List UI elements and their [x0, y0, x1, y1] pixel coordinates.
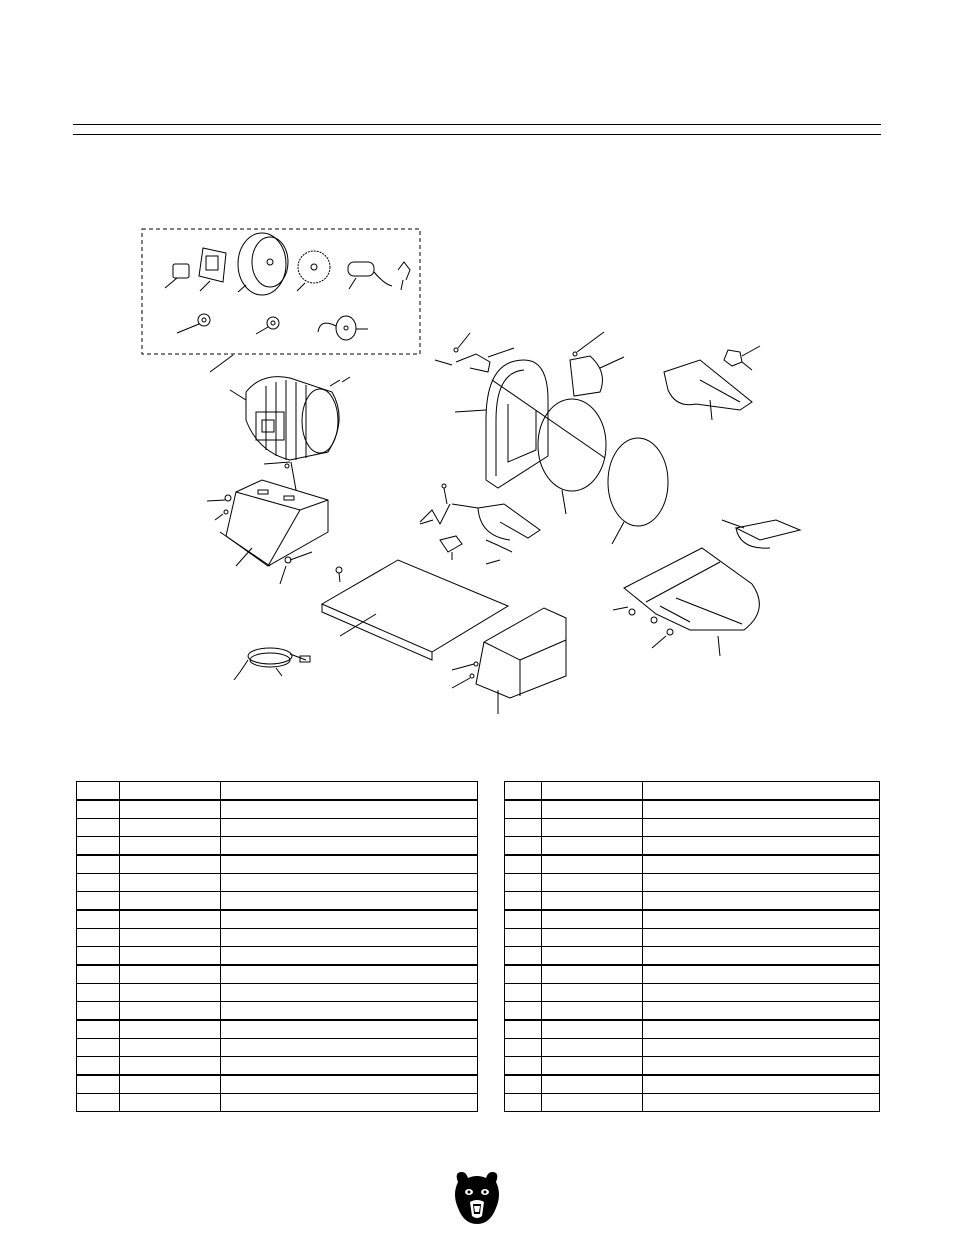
diagram-stroke: [271, 321, 275, 325]
wire-connector-icon: [398, 262, 410, 290]
description-cell: [221, 1075, 478, 1094]
diagram-stroke: [234, 660, 248, 680]
diagram-stroke: [224, 510, 228, 514]
description-cell: [643, 855, 880, 874]
diagram-stroke: [470, 674, 474, 678]
description-cell: [643, 947, 880, 966]
diagram-stroke: [250, 653, 290, 667]
table-row: [505, 800, 880, 819]
table-row: [77, 1020, 478, 1039]
table-row: [505, 1039, 880, 1057]
diagram-stroke: [267, 317, 279, 329]
diagram-stroke: [256, 327, 268, 334]
part-number-cell: [120, 892, 221, 911]
description-cell: [221, 929, 478, 947]
diagram-stroke: [322, 604, 432, 660]
table-row: [505, 910, 880, 929]
diagram-stroke: [200, 281, 210, 291]
part-number-cell: [542, 929, 643, 947]
table-row: [505, 984, 880, 1002]
diagram-stroke: [262, 420, 274, 432]
table-row: [77, 855, 478, 874]
ref-cell: [505, 874, 542, 892]
ref-cell: [505, 819, 542, 837]
diagram-stroke: [455, 410, 486, 412]
diagram-stroke: [486, 360, 548, 488]
ref-cell: [505, 1075, 542, 1094]
diagram-stroke: [348, 262, 374, 276]
table-row: [505, 837, 880, 856]
ref-cell: [505, 910, 542, 929]
diagram-stroke: [226, 480, 328, 566]
part-number-cell: [120, 855, 221, 874]
diagram-stroke: [267, 259, 273, 265]
part-number-cell: [542, 1057, 643, 1076]
ref-cell: [77, 984, 120, 1002]
diagram-stroke: [488, 348, 514, 357]
table-row: [77, 837, 478, 856]
table-row: [77, 874, 478, 892]
table-row: [77, 1002, 478, 1021]
part-number-cell: [542, 819, 643, 837]
part-number-cell: [120, 1057, 221, 1076]
base-plate-icon: [322, 560, 508, 660]
description-cell: [643, 837, 880, 856]
diagram-stroke: [344, 326, 348, 330]
description-cell: [221, 892, 478, 911]
diagram-stroke: [215, 514, 223, 520]
blade-cover-icon: [570, 332, 624, 396]
diagram-stroke: [401, 280, 403, 290]
diagram-stroke: [454, 348, 458, 352]
ref-cell: [505, 1039, 542, 1057]
part-number-cell: [120, 1002, 221, 1021]
part-number-cell: [542, 855, 643, 874]
diagram-stroke: [660, 606, 690, 622]
table-row: [77, 1057, 478, 1076]
part-number-cell: [542, 837, 643, 856]
part-number-cell: [120, 800, 221, 819]
description-cell: [643, 1039, 880, 1057]
description-cell: [221, 855, 478, 874]
ref-cell: [77, 1075, 120, 1094]
diagram-stroke: [207, 500, 225, 501]
part-number-cell: [542, 874, 643, 892]
table-row: [77, 910, 478, 929]
ref-cell: [77, 800, 120, 819]
capacitor-icon: [348, 262, 392, 289]
cord-coil-icon: [318, 316, 368, 340]
diagram-stroke: [374, 272, 392, 286]
diagram-stroke: [613, 607, 628, 610]
diagram-stroke: [284, 496, 294, 500]
description-cell: [643, 782, 880, 801]
ref-cell: [505, 800, 542, 819]
motor-mount-bracket-icon: [220, 480, 328, 566]
diagram-stroke: [322, 560, 508, 652]
ref-cell: [77, 874, 120, 892]
diagram-stroke: [570, 356, 602, 396]
description-cell: [643, 984, 880, 1002]
diagram-stroke: [238, 285, 246, 292]
diagram-stroke: [476, 608, 566, 698]
description-cell: [643, 1057, 880, 1076]
diagram-stroke: [667, 629, 673, 635]
part-number-cell: [120, 929, 221, 947]
diagram-stroke: [736, 520, 800, 540]
description-cell: [221, 1002, 478, 1021]
knob-bolt-icon: [724, 346, 760, 370]
diagram-stroke: [311, 264, 317, 270]
description-cell: [221, 782, 478, 801]
diagram-stroke: [724, 350, 742, 366]
description-cell: [221, 947, 478, 966]
diagram-stroke: [573, 352, 577, 356]
description-cell: [643, 1094, 880, 1112]
part-number-cell: [120, 984, 221, 1002]
part-number-cell: [120, 1094, 221, 1112]
diagram-stroke: [742, 346, 760, 356]
diagram-stroke: [486, 540, 512, 552]
table-row: [77, 1094, 478, 1112]
diagram-stroke: [600, 357, 624, 368]
diagram-stroke: [722, 520, 744, 528]
motor-fan-cover-icon: [238, 233, 288, 295]
description-cell: [221, 819, 478, 837]
table-row: [505, 1002, 880, 1021]
motor-fan-icon: [297, 251, 330, 291]
diagram-stroke: [508, 404, 536, 462]
description-cell: [221, 1057, 478, 1076]
diagram-stroke: [290, 654, 306, 660]
ref-cell: [505, 782, 542, 801]
diagram-stroke: [206, 256, 218, 270]
part-number-cell: [120, 874, 221, 892]
ref-cell: [77, 910, 120, 929]
diagram-stroke: [474, 662, 478, 666]
diagram-stroke: [718, 636, 720, 656]
diagram-stroke: [562, 490, 566, 514]
description-cell: [221, 965, 478, 984]
ref-cell: [77, 929, 120, 947]
grizzly-bear-logo-icon: [452, 1168, 502, 1226]
description-cell: [643, 874, 880, 892]
diagram-stroke: [452, 678, 470, 688]
description-cell: [643, 1075, 880, 1094]
stand-cabinet-icon: [476, 608, 566, 714]
part-number-cell: [542, 1094, 643, 1112]
diagram-stroke: [142, 229, 800, 714]
diagram-stroke: [258, 490, 268, 494]
table-row: [505, 1020, 880, 1039]
diagram-stroke: [202, 318, 206, 322]
diagram-stroke: [300, 656, 310, 662]
abrasive-disc-icon: [608, 438, 668, 526]
diagram-stroke: [646, 562, 720, 602]
ref-cell: [505, 837, 542, 856]
motor-icon: [230, 377, 350, 460]
diagram-stroke: [435, 360, 452, 365]
miter-gauge-icon: [722, 520, 800, 548]
parts-table-right: [504, 781, 880, 1112]
ref-cell: [505, 929, 542, 947]
diagram-stroke: [478, 504, 540, 538]
table-row: [77, 965, 478, 984]
table-header-row: [77, 782, 478, 801]
diagram-stroke: [276, 668, 282, 676]
part-number-cell: [542, 1075, 643, 1094]
diagram-stroke: [624, 548, 759, 630]
part-number-cell: [120, 819, 221, 837]
diagram-stroke: [177, 324, 199, 333]
diagram-stroke: [302, 389, 338, 453]
ref-cell: [77, 947, 120, 966]
table-row: [505, 782, 880, 801]
diagram-stroke: [198, 314, 210, 326]
ref-cell: [505, 984, 542, 1002]
diagram-stroke: [297, 283, 305, 291]
diagram-stroke: [236, 492, 328, 510]
ref-cell: [77, 837, 120, 856]
table-row: [77, 800, 478, 819]
description-cell: [643, 929, 880, 947]
ref-cell: [505, 1020, 542, 1039]
part-number-cell: [120, 947, 221, 966]
diagram-stroke: [478, 508, 510, 540]
diagram-stroke: [336, 316, 356, 340]
diagram-stroke: [256, 412, 284, 440]
parts-table-left: [76, 781, 478, 1112]
diagram-stroke: [330, 380, 340, 386]
diagram-stroke: [444, 488, 447, 504]
ref-cell: [77, 1002, 120, 1021]
ref-cell: [77, 1094, 120, 1112]
part-number-cell: [542, 892, 643, 911]
diagram-stroke: [246, 377, 339, 460]
diagram-stroke: [173, 264, 189, 278]
diagram-stroke: [452, 664, 474, 670]
table-row: [77, 819, 478, 837]
description-cell: [221, 800, 478, 819]
diagram-stroke: [452, 504, 478, 508]
diagram-stroke: [290, 552, 312, 560]
description-cell: [643, 819, 880, 837]
part-number-cell: [120, 1039, 221, 1057]
diagram-stroke: [220, 532, 270, 566]
table-row: [77, 984, 478, 1002]
ref-cell: [77, 1020, 120, 1039]
diagram-stroke: [280, 566, 286, 584]
diagram-stroke: [629, 609, 635, 615]
diagram-stroke: [440, 536, 462, 552]
ref-cell: [505, 855, 542, 874]
diagram-stroke: [230, 390, 246, 400]
part-number-cell: [542, 1020, 643, 1039]
work-table-icon: [624, 548, 759, 656]
ref-cell: [77, 892, 120, 911]
table-row: [505, 892, 880, 911]
part-number-cell: [542, 1002, 643, 1021]
ref-cell: [77, 1057, 120, 1076]
diagram-stroke: [742, 362, 752, 370]
switch-icon: [199, 248, 226, 291]
diagram-stroke: [199, 248, 226, 282]
diagram-stroke: [349, 278, 356, 289]
table-row: [505, 1057, 880, 1076]
table-row: [77, 1075, 478, 1094]
diagram-stroke: [210, 355, 233, 372]
diagram-stroke: [285, 464, 289, 468]
diagram-stroke: [291, 462, 296, 490]
bearing-icon: [256, 317, 279, 334]
part-number-cell: [120, 965, 221, 984]
description-cell: [221, 984, 478, 1002]
ref-cell: [77, 965, 120, 984]
diagram-stroke: [484, 642, 520, 696]
part-number-cell: [120, 837, 221, 856]
diagram-stroke: [336, 567, 342, 573]
description-cell: [643, 965, 880, 984]
diagram-stroke: [652, 636, 666, 648]
ref-cell: [505, 1002, 542, 1021]
table-row: [505, 1094, 880, 1112]
table-row: [77, 892, 478, 911]
bearing-icon: [177, 314, 210, 333]
ref-cell: [505, 1094, 542, 1112]
diagram-stroke: [236, 548, 252, 566]
table-row: [77, 947, 478, 966]
ref-cell: [505, 1057, 542, 1076]
table-row: [505, 965, 880, 984]
part-number-cell: [542, 910, 643, 929]
diagram-stroke: [339, 573, 340, 582]
ref-cell: [77, 855, 120, 874]
diagram-stroke: [318, 323, 336, 332]
diagram-stroke: [700, 380, 740, 402]
diagram-stroke: [252, 237, 288, 287]
table-row: [505, 855, 880, 874]
part-number-cell: [542, 800, 643, 819]
ref-cell: [77, 1039, 120, 1057]
description-cell: [643, 1020, 880, 1039]
description-cell: [643, 1002, 880, 1021]
table-row: [77, 1039, 478, 1057]
ref-cell: [505, 965, 542, 984]
part-number-cell: [542, 965, 643, 984]
part-number-cell: [542, 1039, 643, 1057]
ref-cell: [505, 947, 542, 966]
description-cell: [221, 910, 478, 929]
diagram-stroke: [225, 495, 231, 501]
description-cell: [643, 892, 880, 911]
ref-cell: [77, 782, 120, 801]
guard-clip-icon: [435, 333, 514, 372]
diagram-stroke: [456, 354, 490, 372]
description-cell: [221, 1020, 478, 1039]
diagram-stroke: [520, 640, 566, 660]
part-number-cell: [542, 782, 643, 801]
description-cell: [221, 1094, 478, 1112]
diagram-stroke: [612, 522, 624, 544]
description-cell: [221, 1039, 478, 1057]
diagram-stroke: [165, 278, 177, 288]
table-row: [505, 947, 880, 966]
part-number-cell: [120, 1075, 221, 1094]
tilt-lock-handle-icon: [440, 536, 462, 560]
part-number-cell: [120, 910, 221, 929]
table-row: [505, 819, 880, 837]
table-row: [77, 929, 478, 947]
dust-port-cover-icon: [664, 360, 752, 420]
description-cell: [221, 874, 478, 892]
diagram-stroke: [442, 484, 446, 488]
diagram-stroke: [420, 504, 450, 524]
diagram-stroke: [342, 377, 350, 382]
part-number-cell: [120, 1020, 221, 1039]
diagram-stroke: [298, 251, 330, 283]
accessory-kit-box: [142, 229, 420, 354]
description-cell: [643, 800, 880, 819]
switch-cap-icon: [165, 264, 189, 288]
table-row: [505, 874, 880, 892]
diagram-stroke: [710, 400, 712, 420]
upper-guard-frame-icon: [455, 360, 548, 488]
diagram-stroke: [486, 560, 500, 564]
power-cord-icon: [234, 648, 310, 680]
diagram-stroke: [398, 262, 410, 280]
diagram-stroke: [651, 617, 657, 623]
part-number-cell: [542, 984, 643, 1002]
ref-cell: [505, 892, 542, 911]
ref-cell: [77, 819, 120, 837]
table-row: [505, 1075, 880, 1094]
description-cell: [221, 837, 478, 856]
tilt-bracket-icon: [420, 484, 540, 564]
diagram-stroke: [664, 360, 752, 410]
table-row: [505, 929, 880, 947]
part-number-cell: [542, 947, 643, 966]
diagram-stroke: [577, 332, 604, 352]
part-number-cell: [120, 782, 221, 801]
diagram-stroke: [458, 333, 470, 348]
description-cell: [643, 910, 880, 929]
